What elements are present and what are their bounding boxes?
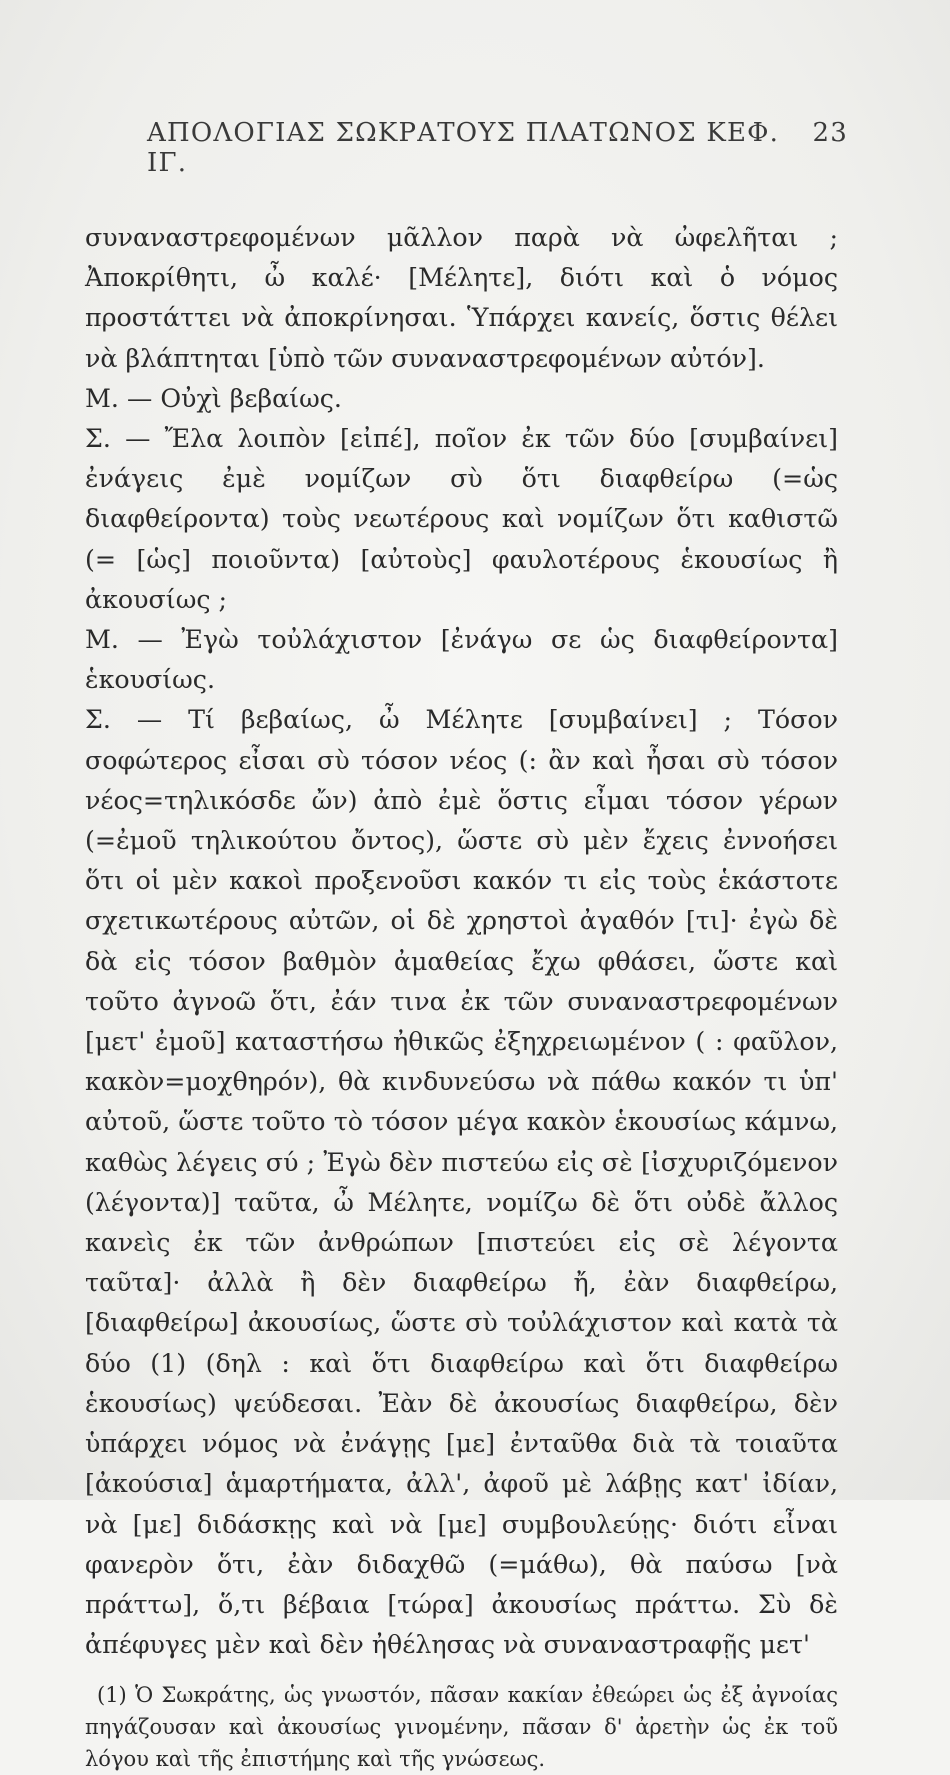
footnote — [85, 1679, 838, 1775]
paragraph: συναναστρεφομένων μᾶλλον παρὰ νὰ ὠφελῆται ; Ἀποκρίθητι, ὦ καλέ· [Μέλητε], διότι καὶ ὁ νόμος προστάττει νὰ ἀποκρίνησαι. Ὑπάρχει κανείς, ὅστις θέλει νὰ βλάπτηται [ὑπὸ τῶν συναναστρεφομένων αὐτόν]. — [85, 223, 838, 373]
paragraph: Σ. — Ἔλα λοιπὸν [εἰπέ], ποῖον ἐκ τῶν δύο [συμβαίνει] ἐνάγεις ἐμὲ νομίζων σὺ ὅτι διαφθείρω (=ὡς διαφθείροντα) τοὺς νεωτέρους καὶ νομίζων ὅτι καθιστῶ (= [ὡς] ποιοῦντα) [αὐτοὺς] φαυλοτέρους ἑκουσίως ἢ ἀκουσίως ; — [85, 424, 838, 614]
paragraph: Μ. — Ἐγὼ τοὐλάχιστον [ἐνάγω σε ὡς διαφθείροντα] ἑκουσίως. — [85, 625, 838, 695]
paragraph: Μ. — Οὐχὶ βεβαίως. — [85, 383, 342, 413]
main-text — [85, 218, 838, 1665]
footnote-text: (1) Ὁ Σωκράτης, ὡς γνωστόν, πᾶσαν κακίαν ἐθεώρει ὡς ἐξ ἀγνοίας πηγάζουσαν καὶ ἀκουσίως γινομένην, πᾶσαν δ' ἀρετὴν ὡς ἐκ τοῦ λόγου καὶ τῆς ἐπιστήμης καὶ τῆς γνώσεως. — [85, 1683, 838, 1772]
paragraph: Σ. — Τί βεβαίως, ὦ Μέλητε [συμβαίνει] ; Τόσον σοφώτερος εἶσαι σὺ τόσον νέος (: ἂν καὶ ἦσαι σὺ τόσον νέος=τηλικόσδε ὤν) ἀπὸ ἐμὲ ὅστις εἶμαι τόσον γέρων (=ἐμοῦ τηλικούτου ὄντος), ὥστε σὺ μὲν ἔχεις ἐννοήσει ὅτι οἱ μὲν κακοὶ προξενοῦσι κακόν τι εἰς τοὺς ἑκάστοτε σχετικωτέρους αὐτῶν, οἱ δὲ χρηστοὶ ἀγαθόν [τι]· ἐγὼ δὲ δὰ εἰς τόσον βαθμὸν ἀμαθείας ἔχω φθάσει, ὥστε καὶ τοῦτο ἀγνοῶ ὅτι, ἐάν τινα ἐκ τῶν συναναστρεφομένων [μετ' ἐμοῦ] καταστήσω ἠθικῶς ἐξηχρειωμένον ( : φαῦλον, κακὸν=μοχθηρόν), θὰ κινδυνεύσω νὰ πάθω κακόν τι ὑπ' αὐτοῦ, ὥστε τοῦτο τὸ τόσον μέγα κακὸν ἑκουσίως κάμνω, καθὼς λέγεις σύ ; Ἐγὼ δὲν πιστεύω εἰς σὲ [ἰσχυριζόμενον (λέγοντα)] ταῦτα, ὦ Μέλητε, νομίζω δὲ ὅτι οὐδὲ ἄλλος κανεὶς ἐκ τῶν ἀνθρώπων [πιστεύει εἰς σὲ λέγοντα ταῦτα]· ἀλλὰ ἢ δὲν διαφθείρω ἤ, ἐὰν διαφθείρω, [διαφθείρω] ἀκουσίως, ὥστε σὺ τοὐλάχιστον καὶ κατὰ τὰ δύο (1) (δηλ : καὶ ὅτι διαφθείρω καὶ ὅτι διαφθείρω ἑκουσίως) ψεύδεσαι. Ἐὰν δὲ ἀκουσίως διαφθείρω, δὲν ὑπάρχει νόμος νὰ ἐνάγῃς [με] ἐνταῦθα διὰ τὰ τοιαῦτα [ἀκούσια] ἁμαρτήματα, ἀλλ', ἀφοῦ μὲ λάβῃς κατ' ἰδίαν, νὰ [με] διδάσκῃς καὶ νὰ [με] συμβουλεύῃς· διότι εἶναι φανερὸν ὅτι, ἐὰν διδαχθῶ (=μάθω), θὰ παύσω [νὰ πράττω], ὅ,τι βέβαια [τώρα] ἀκουσίως πράττω. Σὺ δὲ ἀπέφυγες μὲν καὶ δὲν ἠθέλησας νὰ συναναστραφῇς μετ' — [85, 705, 838, 1660]
running-header — [147, 118, 848, 178]
page-number: 23 — [812, 118, 848, 148]
running-title: ΑΠΟΛΟΓΙΑΣ ΣΩΚΡΑΤΟΥΣ ΠΛΑΤΩΝΟΣ ΚΕΦ. ΙΓ. — [147, 118, 780, 178]
